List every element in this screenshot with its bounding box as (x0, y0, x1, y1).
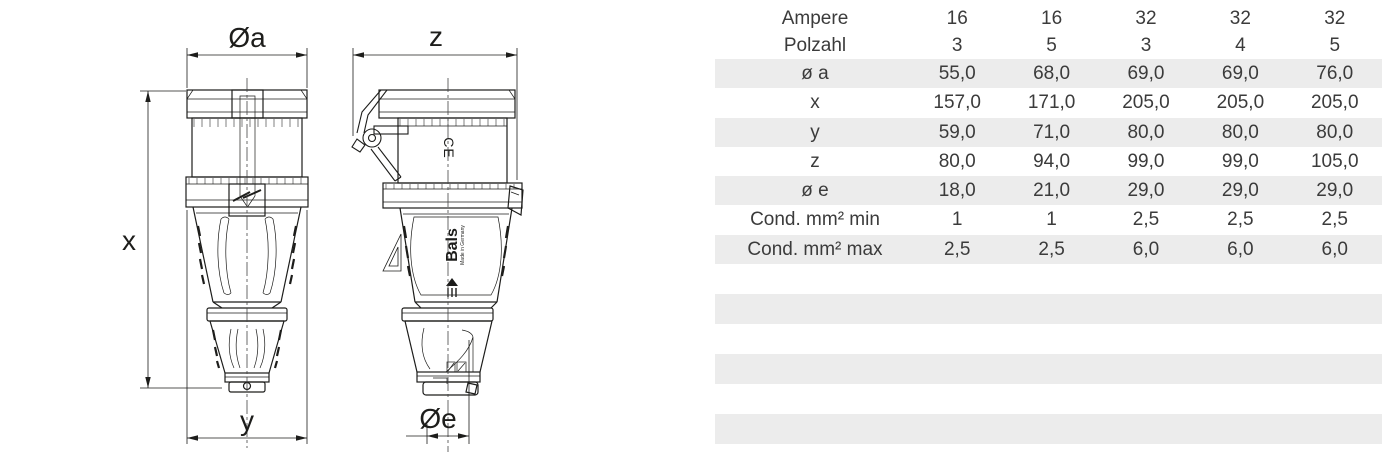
table-row (715, 205, 1382, 234)
table-row (715, 176, 1382, 205)
cell-value: 2,5 (1227, 209, 1254, 231)
warning-triangle-icon (383, 234, 401, 271)
cell-value: 59,0 (938, 121, 976, 143)
cell-value: 5 (1329, 35, 1341, 56)
cell-value: 80,0 (1316, 121, 1354, 143)
cell-value: 2,5 (1321, 209, 1348, 231)
cell-value: 1 (1046, 209, 1057, 231)
front-knurl-hatch (189, 119, 301, 184)
cell-value: 99,0 (1221, 150, 1259, 172)
dim-label-diameter-a: Øa (228, 22, 266, 53)
row-label: x (810, 92, 820, 114)
cell-value: 1 (951, 209, 963, 231)
brand-logo (444, 225, 466, 297)
cell-value: 29,0 (1316, 180, 1354, 202)
row-label: ø a (801, 63, 829, 84)
brand-logo-mark (448, 288, 456, 297)
cell-value: 76,0 (1316, 63, 1354, 84)
cell-value: 29,0 (1221, 180, 1259, 202)
cell-value: 94,0 (1033, 150, 1071, 172)
header-row (715, 32, 1382, 59)
cell-value: 80,0 (1127, 121, 1165, 143)
row-label: z (810, 150, 820, 172)
cell-value: 205,0 (1216, 92, 1265, 114)
header-row (715, 5, 1382, 32)
dim-label-depth-z: z (429, 21, 443, 52)
row-label: Ampere (781, 8, 849, 29)
cell-value: 2,5 (1132, 209, 1160, 231)
cell-value: 69,0 (1127, 63, 1165, 84)
row-label: Polzahl (783, 35, 847, 56)
cell-value: 6,0 (1321, 238, 1348, 260)
cell-value: 16 (1041, 8, 1063, 29)
brand-name: Bals (444, 228, 461, 262)
table-row (715, 147, 1382, 176)
ce-mark: CE (441, 137, 457, 159)
cell-value: 2,5 (943, 238, 971, 260)
cell-value: 157,0 (933, 92, 981, 114)
dim-label-width-y: y (240, 405, 254, 436)
table-row (715, 88, 1382, 117)
row-label: Cond. mm² max (747, 238, 883, 260)
spec-table (715, 0, 1382, 444)
empty-row-gap (715, 384, 1382, 414)
cell-value: 205,0 (1122, 92, 1170, 114)
cell-value: 80,0 (1221, 121, 1259, 143)
empty-row (715, 414, 1382, 444)
cell-value: 29,0 (1127, 180, 1165, 202)
cell-value: 16 (946, 8, 968, 29)
cell-value: 32 (1324, 8, 1346, 29)
cell-value: 80,0 (938, 150, 976, 172)
cell-value: 18,0 (938, 180, 976, 202)
dim-label-diameter-e: Øe (419, 403, 457, 434)
table-row (715, 118, 1382, 147)
cell-value: 3 (1140, 35, 1152, 56)
cover-latch (352, 90, 408, 181)
cell-value: 2,5 (1038, 238, 1065, 260)
front-view (186, 78, 308, 448)
cell-value: 32 (1135, 8, 1157, 29)
brand-subtext: Made in Germany (460, 225, 466, 265)
row-label: y (810, 121, 820, 143)
empty-row (715, 354, 1382, 384)
table-row (715, 59, 1382, 88)
empty-row-gap (715, 264, 1382, 294)
empty-row-gap (715, 324, 1382, 354)
cell-value: 3 (951, 35, 963, 56)
side-view (352, 78, 523, 452)
cell-value: 99,0 (1127, 150, 1165, 172)
cell-value: 69,0 (1221, 63, 1259, 84)
cell-value: 205,0 (1310, 92, 1359, 114)
row-label: Cond. mm² min (750, 209, 880, 231)
dim-label-height-x: x (122, 225, 136, 256)
cell-value: 4 (1235, 35, 1246, 56)
table-row (715, 235, 1382, 264)
cell-value: 6,0 (1132, 238, 1160, 260)
row-label: ø e (801, 180, 829, 202)
cell-value: 71,0 (1033, 121, 1071, 143)
cell-value: 5 (1046, 35, 1057, 56)
cell-value: 6,0 (1227, 238, 1254, 260)
cell-value: 21,0 (1033, 180, 1071, 202)
cell-value: 105,0 (1310, 150, 1359, 172)
cell-value: 55,0 (938, 63, 976, 84)
cell-value: 68,0 (1033, 63, 1071, 84)
cell-value: 171,0 (1027, 92, 1076, 114)
empty-row (715, 294, 1382, 324)
cell-value: 32 (1229, 8, 1251, 29)
